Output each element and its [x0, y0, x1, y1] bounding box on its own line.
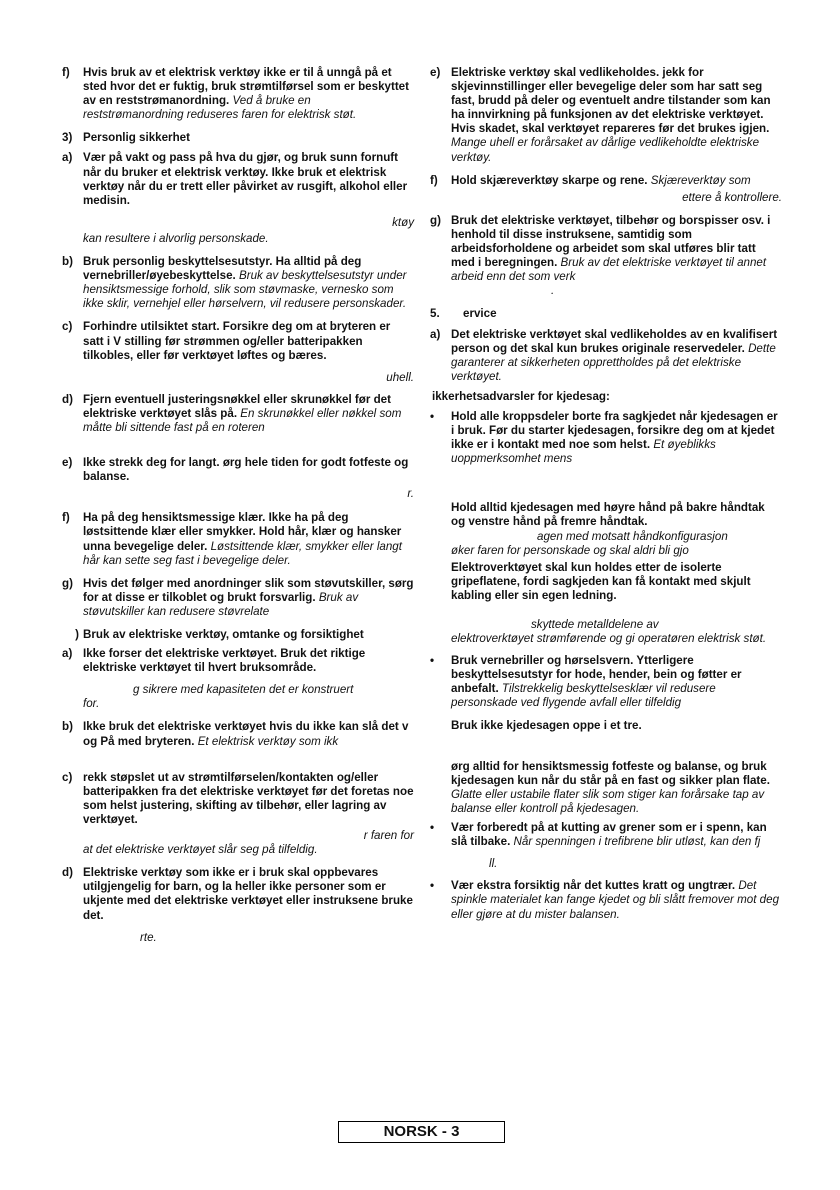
- item-italic-fragment: uhell.: [386, 370, 414, 384]
- item-c-unintended-start: [62, 320, 414, 384]
- item-b-switch: [62, 720, 414, 748]
- section-number: 3): [62, 131, 73, 145]
- item-bold-text: Vær på vakt og pass på hva du gjør, og bruk sunn fornuft når du bruker et elektrisk verktøy. Ikke bruk et elektrisk verktøy når du er trett eller påvirket av rusgift, alkohol eller medisin.: [83, 151, 408, 207]
- item-label: a): [430, 327, 441, 341]
- item-italic-fragment: rte.: [140, 930, 157, 944]
- item-d-adjusting-key: [62, 393, 414, 435]
- item-italic-fragment: r faren for: [363, 829, 414, 843]
- section-title: ervice: [463, 307, 497, 321]
- item-a-service: [430, 328, 782, 384]
- item-bold-text: Elektriske verktøy skal vedlikeholdes. jekk for skjevinnstillinger eller bevegelige deler som har satt seg fast, brudd på deler og eventuelt andre tilstander som kan ha innvirkning på funksjonen av det elektriske verktøyet. Hvis skadet, skal verktøyet repareres før det brukes igjen.: [451, 66, 771, 136]
- item-bold-text: Vær forberedt på at kutting av grener som er i spenn, kan slå tilbake.: [451, 821, 767, 849]
- item-bold-text: Bruk det elektriske verktøyet, tilbehør og borspisser osv. i henhold til disse instruksene, samtidig som arbeidsforholdene og arbeidet som skal utføres blir tatt med i beregningen.: [451, 213, 771, 270]
- item-italic-text: Det spinkle materialet kan fange kjedet og bli slått fremover mot deg eller gjøre at du mister balansen.: [451, 879, 780, 921]
- item-f-clothing: [62, 511, 414, 567]
- item-italic-fragment: r.: [407, 487, 414, 501]
- section-5-heading: [430, 307, 782, 321]
- item-bold-text: Forhindre utilsiktet start. Forsikre deg om at bryteren er satt i V stilling før strømmen og/eller batteripakken tilkobles, eller før verktøyet løftes og bæres.: [83, 320, 391, 362]
- item-italic-text: Mange uhell er forårsaket av dårlige vedlikeholdte elektriske verktøy.: [451, 136, 760, 164]
- item-bold-text: Ha på deg hensiktsmessige klær. Ikke ha på deg løstsittende klær eller smykker. Hold hår, klær og hansker unna bevegelige deler.: [83, 511, 402, 553]
- item-label: b): [62, 720, 73, 734]
- bullet-eye-ear-protection: [430, 654, 782, 710]
- item-f-cutting-tools: [430, 174, 782, 205]
- item-italic-fragment: at det elektriske verktøyet slår seg på tilfeldig.: [83, 843, 318, 857]
- item-label: a): [62, 151, 73, 165]
- bullet-spring-pole: [430, 821, 782, 871]
- section-title: Personlig sikkerhet: [83, 131, 190, 145]
- item-label: f): [430, 173, 438, 187]
- bullet-brush-saplings: [430, 879, 782, 921]
- item-label: e): [430, 66, 441, 79]
- bullet: •: [430, 821, 435, 835]
- item-bold-text: Bruk personlig beskyttelsesutstyr. Ha alltid på deg vernebriller/øyebeskyttelse.: [83, 255, 362, 283]
- item-italic-text: Et øyeblikks uoppmerksomhet mens: [451, 438, 716, 466]
- item-e-overreach: [62, 456, 414, 501]
- para-hold-handles: [430, 501, 782, 557]
- item-italic-text: Når spenningen i trefibrene blir utløst, kan den fj: [513, 835, 761, 849]
- item-bold-text: Bruk ikke kjedesagen oppe i et tre.: [451, 718, 642, 732]
- bullet: •: [430, 654, 435, 668]
- item-italic-text: Glatte eller ustabile flater slik som stiger kan forårsake tap av balanse eller kontroll på kjedesagen.: [451, 787, 765, 815]
- item-label: g): [430, 213, 441, 227]
- item-italic-fragment: .: [551, 284, 555, 298]
- section-4-heading: [62, 628, 414, 642]
- item-d-storage: [62, 866, 414, 944]
- item-a-alert: [62, 151, 414, 246]
- section-number: 5.: [430, 307, 440, 321]
- item-italic-fragment: ktøy: [392, 215, 414, 229]
- chainsaw-warnings-heading: ikkerhetsadvarsler for kjedesag:: [432, 389, 610, 403]
- item-bold-text: Hold alltid kjedesagen med høyre hånd på bakre håndtak og venstre hånd på fremre håndtak.: [451, 501, 765, 529]
- item-label: c): [62, 320, 73, 334]
- item-bold-text: Elektriske verktøy som ikke er i bruk skal oppbevares utilgjengelig for barn, og la heller ikke personer som er ukjente med det elektriske verktøyet eller instruksene bruke det.: [83, 866, 413, 922]
- item-bold-text: Bruk vernebriller og hørselsvern. Ytterligere beskyttelsesutstyr for hode, hender, bein og føtter er anbefalt.: [451, 654, 742, 696]
- para-footing: [430, 760, 782, 816]
- item-italic-fragment: elektroverktøyet strømførende og gi operatøren elektrisk støt.: [451, 632, 767, 646]
- item-italic-fragment: ettere å kontrollere.: [682, 190, 782, 204]
- section-3-heading: [62, 131, 414, 145]
- item-f-rcd: [62, 66, 414, 122]
- item-italic-fragment: ll.: [489, 857, 498, 871]
- item-italic-text: En skrunøkkel eller nøkkel som måtte bli sittende fast på en roteren: [83, 406, 402, 434]
- item-italic-fragment: g sikrere med kapasiteten det er konstruert: [133, 683, 354, 697]
- item-c-disconnect: [62, 771, 414, 858]
- item-label: b): [62, 255, 73, 269]
- item-bold-text: Elektroverktøyet skal kun holdes etter de isolerte gripeflatene, fordi sagkjeden kan få kontakt med skjult kabling eller sin egen ledning.: [451, 560, 751, 602]
- right-column: [430, 64, 782, 922]
- item-italic-text: Bruk av beskyttelsesutstyr under hensiktsmessige forhold, slik som støvmaske, vernesko som ikke sklir, vernehjel eller hørselvern, vil redusere personskader.: [83, 269, 407, 311]
- item-g-dust: [62, 577, 414, 619]
- item-label: f): [62, 66, 70, 79]
- item-italic-text: Bruk av det elektriske verktøyet til annet arbeid enn det som verk: [451, 256, 767, 284]
- item-bold-text: Ikke strekk deg for langt. ørg hele tiden for godt fotfeste og balanse.: [83, 456, 409, 484]
- item-g-instructions: [430, 214, 782, 299]
- item-italic-fragment: for.: [83, 697, 100, 711]
- item-bold-text: rekk støpslet ut av strømtilførselen/kontakten og/eller batteripakken fra det elektriske verktøyet før det foretas noe som helst justering, skifting av tilbehør, eller lagring av verktøyet.: [83, 770, 414, 826]
- item-bold-text: Det elektriske verktøyet skal vedlikeholdes av en kvalifisert person og det skal kun brukes originale reservedeler.: [451, 327, 778, 355]
- item-italic-text: Tilstrekkelig beskyttelsesklær vil redusere personskade ved flygende avfall eller tilfeldig: [451, 682, 716, 710]
- para-insulated-grip: [430, 561, 782, 646]
- section-number: ): [75, 628, 79, 641]
- item-b-protective-gear: [62, 255, 414, 311]
- page-footer: NORSK - 3: [338, 1121, 505, 1143]
- item-italic-text: Dette garanterer at sikkerheten opprettholdes på det elektriske verktøyet.: [451, 341, 776, 383]
- item-label: e): [62, 456, 73, 470]
- item-bold-text: Ikke bruk det elektriske verktøyet hvis du ikke kan slå det v og På med bryteren.: [83, 720, 409, 748]
- item-italic-fragment: skyttede metalldelene av: [531, 618, 659, 631]
- item-italic-fragment: kan resultere i alvorlig personskade.: [83, 231, 269, 245]
- bullet: •: [430, 409, 435, 423]
- para-not-in-tree: [430, 719, 782, 733]
- item-bold-text: Ikke forser det elektriske verktøyet. Bruk det riktige elektriske verktøyet til hvert bruksområde.: [83, 647, 366, 675]
- item-italic-text: Et elektrisk verktøy som ikk: [197, 734, 339, 748]
- item-e-maintain: [430, 66, 782, 165]
- item-italic-text: Ved å bruke en reststrømanordning reduseres faren for elektrisk støt.: [83, 94, 357, 122]
- item-bold-text: Hvis bruk av et elektrisk verktøy ikke er til å unngå på et sted hvor det er fuktig, bruk strømtilførsel som er beskyttet av en reststrømanordning.: [83, 66, 409, 108]
- item-italic-text: Løstsittende klær, smykker eller langt hår kan sette seg fast i bevegelige deler.: [83, 539, 402, 567]
- item-bold-text: Fjern eventuell justeringsnøkkel eller skrunøkkel før det elektriske verktøyet slås på.: [83, 392, 391, 420]
- item-label: g): [62, 576, 73, 590]
- item-italic-text: Skjæreverktøy som: [650, 173, 751, 187]
- item-italic-text: Bruk av støvutskiller kan redusere støvrelate: [83, 590, 359, 618]
- section-title: Bruk av elektriske verktøy, omtanke og forsiktighet: [83, 628, 364, 641]
- item-italic-fragment: agen med motsatt håndkonfigurasjon: [537, 529, 728, 543]
- bullet: •: [430, 879, 435, 893]
- item-bold-text: Vær ekstra forsiktig når det kuttes kratt og ungtrær.: [451, 879, 736, 893]
- item-bold-text: Hold alle kroppsdeler borte fra sagkjedet når kjedesagen er i bruk. Før du starter kjedesagen, forsikre deg om at kjedet ikke er i kontakt med noe som helst.: [451, 409, 778, 452]
- item-label: f): [62, 511, 70, 525]
- item-label: d): [62, 392, 73, 406]
- item-label: d): [62, 866, 73, 880]
- item-bold-text: Hvis det følger med anordninger slik som støvutskiller, sørg for at disse er tilkoblet og brukt forsvarlig.: [83, 576, 414, 604]
- item-a-force: [62, 647, 414, 711]
- item-bold-text: Hold skjæreverktøy skarpe og rene.: [451, 173, 648, 187]
- item-label: c): [62, 770, 73, 784]
- bullet-body-parts: [430, 410, 782, 466]
- item-bold-text: ørg alltid for hensiktsmessig fotfeste og balanse, og bruk kjedesagen kun når du står på en fast og sikker plan flate.: [451, 759, 770, 787]
- left-column: [62, 64, 414, 945]
- item-italic-fragment: øker faren for personskade og skal aldri bli gjo: [451, 543, 689, 557]
- item-label: a): [62, 647, 73, 661]
